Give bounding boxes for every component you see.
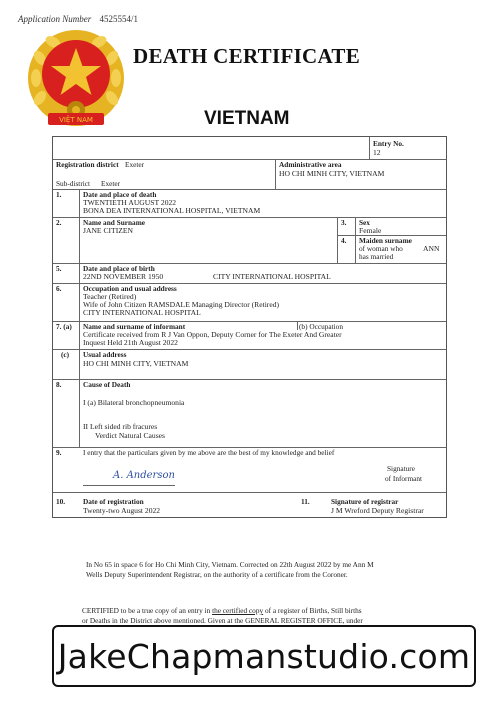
field-10-number: 10. — [56, 497, 66, 506]
cause-line-1: I (a) Bilateral bronchopneumonia — [83, 398, 185, 407]
country-heading: VIETNAM — [204, 108, 290, 129]
declaration-text: I entry that the particulars given by me above are the best of my knowledge and belief — [83, 448, 335, 457]
document-title: DEATH CERTIFICATE — [133, 44, 361, 68]
occupation-line-1: Teacher (Retired) — [83, 292, 137, 301]
registration-date-value: Twenty-two August 2022 — [83, 506, 161, 515]
registrar-signature-value: J M Wreford Deputy Registrar — [331, 506, 424, 515]
correction-note-line-1: In No 65 in space 6 for Ho Chi Minh City, Vietnam. Corrected on 22th August 2022 by me Ann M — [86, 560, 374, 569]
informant-line-1: Certificate received from R J Van Oppon, Deputy Corner for The Exeter And Greater — [83, 330, 342, 339]
registrar-signature-label: Signature of registrar — [331, 497, 399, 506]
occupation-line-3: CITY INTERNATIONAL HOSPITAL — [83, 308, 201, 317]
entry-label: Entry No. — [373, 139, 404, 148]
birth-place: CITY INTERNATIONAL HOSPITAL — [213, 272, 331, 281]
informant-label: Name and surname of informant — [83, 322, 186, 331]
certificate-form — [52, 136, 447, 518]
field-4-number: 4. — [341, 236, 347, 245]
field-7a-number: 7. (a) — [56, 322, 72, 331]
usual-address-label: Usual address — [83, 350, 127, 359]
field-8-number: 8. — [56, 380, 62, 389]
watermark-banner — [52, 625, 476, 687]
place-of-death: BONA DEA INTERNATIONAL HOSPITAL, VIETNAM — [83, 206, 261, 215]
birth-label: Date and place of birth — [83, 264, 155, 273]
field-7c-number: (c) — [61, 350, 70, 359]
date-of-death: TWENTIETH AUGUST 2022 — [83, 198, 177, 207]
certified-line-2: or Deaths in the District above mentioned. Given at the GENERAL REGISTER OFFICE, under — [82, 616, 363, 625]
date-place-death-label: Date and place of death — [83, 190, 157, 199]
informant-occupation-label: (b) Occupation — [299, 322, 343, 331]
subdistrict-label: Sub-district — [56, 179, 91, 188]
occupation-line-2: Wife of John Citizen RAMSDALE Managing Director (Retired) — [83, 300, 280, 309]
usual-address-value: HO CHI MINH CITY, VIETNAM — [83, 359, 189, 368]
maiden-surname-value: ANN — [423, 244, 440, 253]
registration-date-label: Date of registration — [83, 497, 144, 506]
certified-copy-link: the certified copy — [212, 606, 264, 615]
field-9-number: 9. — [56, 448, 62, 457]
maiden-sub-1: of woman who — [359, 244, 403, 253]
national-emblem — [26, 28, 126, 128]
informant-signature: A. Anderson — [113, 470, 175, 481]
maiden-surname-label: Maiden surname — [359, 236, 412, 245]
signature-label-1: Signature — [387, 464, 415, 473]
admin-area-label: Administrative area — [279, 160, 342, 169]
name-surname-label: Name and Surname — [83, 218, 146, 227]
admin-area-value: HO CHI MINH CITY, VIETNAM — [279, 169, 385, 178]
application-number-label: Application Number — [18, 14, 92, 24]
entry-value: 12 — [373, 148, 381, 157]
correction-note-line-2: Wells Deputy Superintendent Registrar, on the authority of a certificate from the Coroner. — [86, 570, 348, 579]
emblem-ribbon-text: VIỆT NAM — [59, 116, 93, 124]
field-5-number: 5. — [56, 264, 62, 273]
field-11-number: 11. — [301, 497, 310, 506]
field-6-number: 6. — [56, 284, 62, 293]
maiden-sub-2: has married — [359, 252, 394, 261]
sex-label: Sex — [359, 218, 370, 227]
cause-of-death-label: Cause of Death — [83, 380, 131, 389]
district-label: Registration district — [56, 160, 119, 169]
signature-label-2: of Informant — [385, 474, 423, 483]
sex-value: Female — [359, 226, 382, 235]
cause-line-2: II Left sided rib fracures — [83, 422, 158, 431]
watermark-text: JakeChapmanstudio.com — [57, 636, 471, 676]
subdistrict-value: Exeter — [101, 179, 121, 188]
cause-line-3: Verdict Natural Causes — [95, 431, 166, 440]
application-number — [18, 14, 138, 24]
certified-post: of a register of Births, Still births — [263, 606, 362, 615]
occupation-address-label: Occupation and usual address — [83, 284, 177, 293]
certified-pre: CERTIFIED to be a true copy of an entry in — [82, 606, 213, 615]
certified-line-1 — [82, 606, 362, 616]
birth-date: 22ND NOVEMBER 1950 — [83, 272, 164, 281]
field-1-number: 1. — [56, 190, 62, 199]
informant-line-2: Inquest Held 21th August 2022 — [83, 338, 178, 347]
deceased-name: JANE CITIZEN — [83, 226, 133, 235]
field-2-number: 2. — [56, 218, 62, 227]
application-number-value: 4525554/1 — [99, 14, 139, 24]
field-3-number: 3. — [341, 218, 347, 227]
district-value: Exeter — [125, 160, 145, 169]
